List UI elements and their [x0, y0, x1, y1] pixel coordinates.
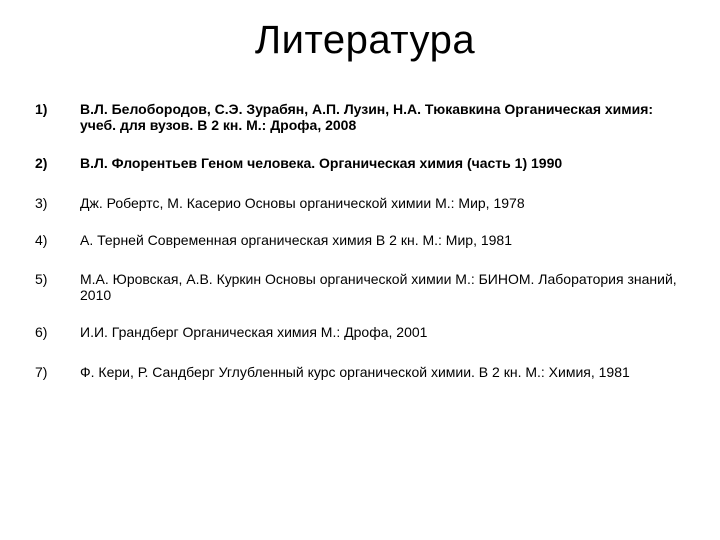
reference-text: И.И. Грандберг Органическая химия М.: Дрофа, 2001: [80, 324, 428, 340]
reference-number: 6): [35, 324, 48, 340]
reference-number: 7): [35, 364, 48, 380]
reference-text: М.А. Юровская, А.В. Куркин Основы органической химии М.: БИНОМ. Лаборатория знаний, 2010: [80, 271, 677, 303]
reference-number: 5): [35, 271, 48, 287]
reference-text: В.Л. Белобородов, С.Э. Зурабян, А.П. Лузин, Н.А. Тюкавкина Органическая химия: учеб. для вузов. В 2 кн. М.: Дрофа, 2008: [80, 101, 654, 133]
reference-text: А. Терней Современная органическая химия В 2 кн. М.: Мир, 1981: [80, 232, 512, 248]
reference-text: Ф. Кери, Р. Сандберг Углубленный курс органической химии. В 2 кн. М.: Химия, 1981: [80, 364, 630, 380]
reference-number: 2): [35, 155, 48, 171]
slide-title: Литература: [254, 18, 476, 62]
reference-number: 3): [35, 195, 48, 211]
reference-number: 4): [35, 232, 48, 248]
reference-text: В.Л. Флорентьев Геном человека. Органическая химия (часть 1) 1990: [80, 155, 563, 171]
reference-number: 1): [35, 101, 48, 117]
reference-text: Дж. Робертс, М. Касерио Основы органической химии М.: Мир, 1978: [80, 195, 525, 211]
